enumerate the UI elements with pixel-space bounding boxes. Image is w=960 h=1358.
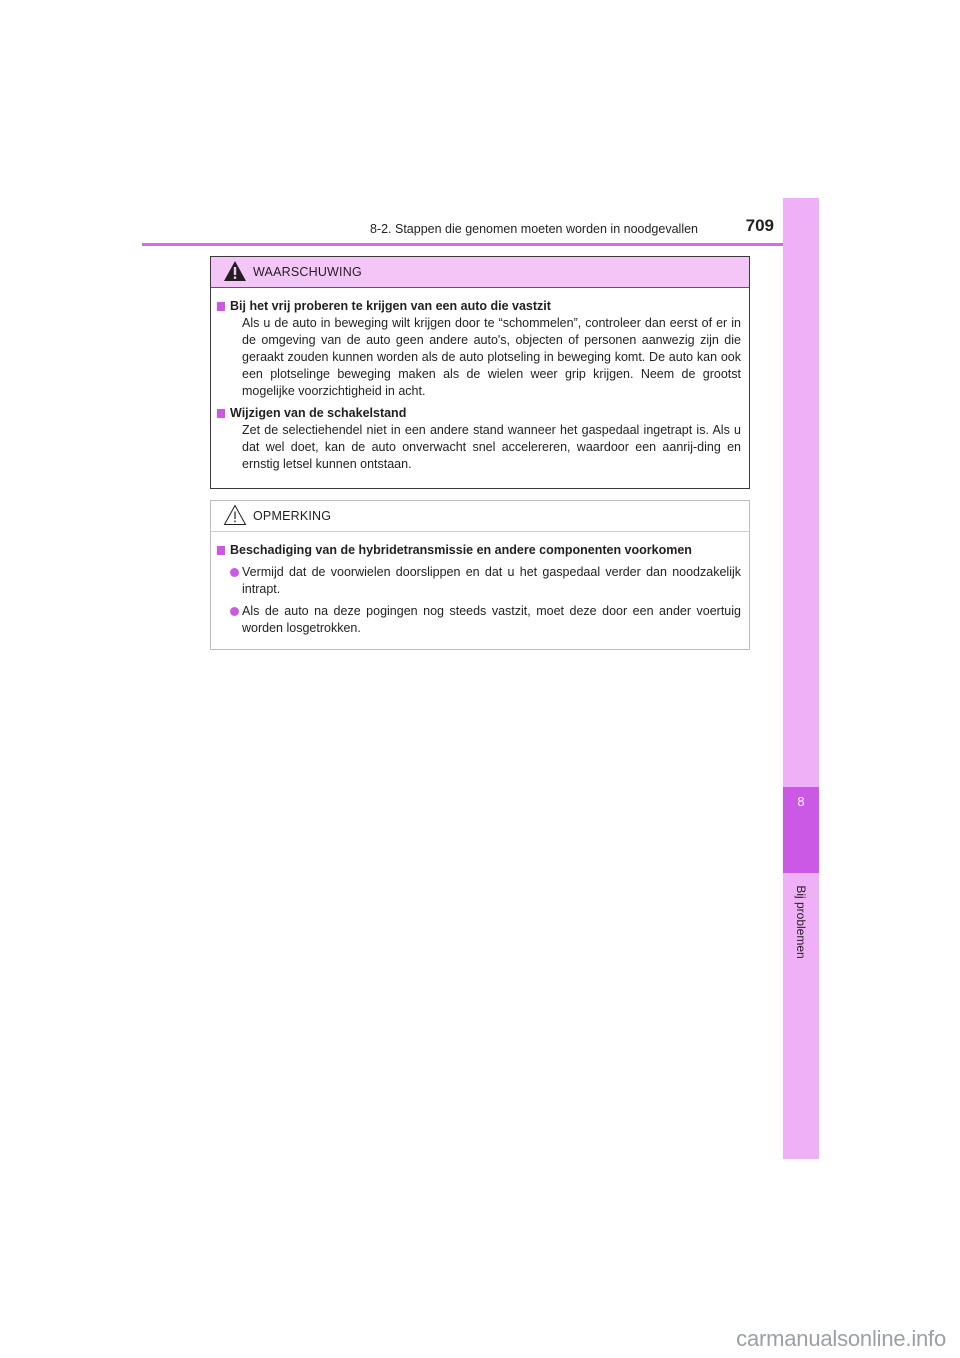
warning-item-title — [217, 298, 741, 315]
warning-item-text: Als u de auto in beweging wilt krijgen door te “schommelen”, controleer dan eerst of er in de omgeving van de auto geen andere auto's, objecten of personen aanwezig zijn die geraakt zouden kunnen worden als de auto plotseling in beweging komt. De auto kan ook een plotselinge beweging maken als de wielen weer grip krijgen. Neem de grootst mogelijke voorzichtigheid in acht. — [242, 316, 741, 398]
warning-item-title-text: Wijzigen van de schakelstand — [230, 406, 407, 420]
page-number: 709 — [745, 216, 774, 235]
warning-item-text: Zet de selectiehendel niet in een andere stand wanneer het gaspedaal ingetrapt is. Als u dat wel doet, kan de auto onverwacht snel accelereren, waardoor een aanrij-ding en ernstig letsel kunnen ontstaan. — [242, 423, 741, 471]
notice-bullet — [217, 564, 741, 598]
warning-item-title — [217, 405, 741, 422]
notice-bullet — [217, 603, 741, 637]
footer-watermark: carmanualsonline.info — [736, 1326, 946, 1351]
round-bullet-icon — [230, 607, 239, 616]
warning-header — [211, 257, 749, 288]
warning-triangle-icon — [223, 260, 247, 282]
notice-bullet-text: Als de auto na deze pogingen nog steeds vastzit, moet deze door een ander voertuig worden losgetrokken. — [242, 604, 741, 635]
warning-box — [210, 256, 750, 489]
chapter-number-tab: 8 — [783, 787, 819, 873]
side-strip — [783, 198, 819, 1159]
square-bullet-icon — [217, 302, 225, 311]
square-bullet-icon — [217, 409, 225, 418]
square-bullet-icon — [217, 546, 225, 555]
notice-box — [210, 500, 750, 650]
round-bullet-icon — [230, 568, 239, 577]
warning-body — [211, 288, 749, 473]
notice-label: OPMERKING — [253, 509, 332, 523]
notice-header — [211, 501, 749, 532]
notice-title-text: Beschadiging van de hybridetransmissie en andere componenten voorkomen — [230, 543, 692, 557]
notice-body — [211, 532, 749, 637]
caution-triangle-icon — [223, 504, 247, 526]
notice-title — [217, 542, 741, 559]
warning-item-title-text: Bij het vrij proberen te krijgen van een auto die vastzit — [230, 299, 551, 313]
warning-label: WAARSCHUWING — [253, 265, 362, 279]
notice-bullet-text: Vermijd dat de voorwielen doorslippen en dat u het gaspedaal verder dan noodzakelijk intrapt. — [242, 565, 741, 596]
chapter-title: Bij problemen — [794, 885, 808, 959]
header-divider — [142, 243, 819, 246]
section-header: 8-2. Stappen die genomen moeten worden in noodgevallen — [369, 222, 698, 236]
